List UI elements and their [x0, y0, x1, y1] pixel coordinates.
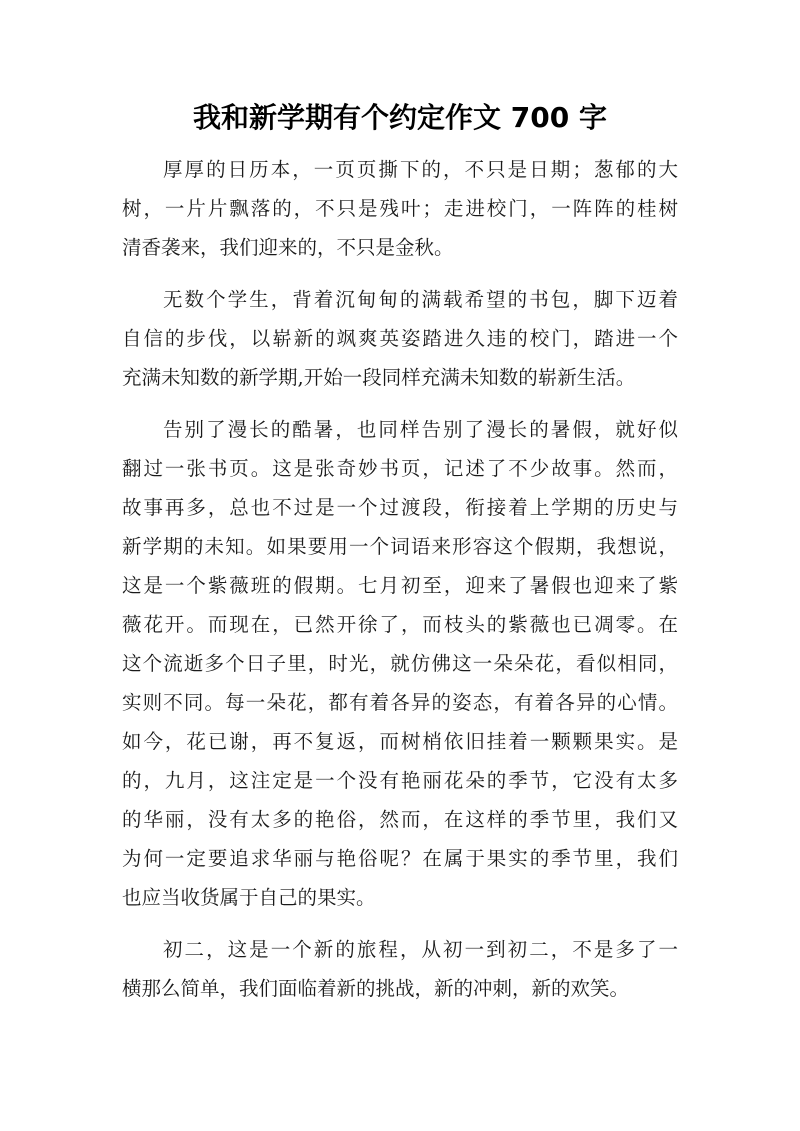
text-line: 新学期的未知。如果要用一个词语来形容这个假期，我想说， [122, 535, 678, 558]
text-line: 故事再多，总也不过是一个过渡段，衔接着上学期的历史与 [122, 496, 678, 519]
text-line: 厚厚的日历本，一页页撕下的，不只是日期；葱郁的大 [163, 158, 678, 181]
paragraph [122, 930, 678, 1008]
text-line: 充满未知数的新学期,开始一段同样充满未知数的崭新生活。 [122, 366, 636, 389]
paragraph [122, 410, 678, 917]
text-line: 初二，这是一个新的旅程，从初一到初二，不是多了一 [163, 938, 678, 961]
text-line: 这个流逝多个日子里，时光，就仿佛这一朵朵花，看似相同， [122, 652, 678, 675]
text-line: 的华丽，没有太多的艳俗，然而，在这样的季节里，我们又 [122, 808, 678, 831]
document-body [122, 150, 678, 1021]
paragraph [122, 280, 678, 397]
text-line: 实则不同。每一朵花，都有着各异的姿态，有着各异的心情。 [122, 691, 678, 714]
text-line: 自信的步伐，以崭新的飒爽英姿踏进久违的校门，踏进一个 [122, 327, 678, 350]
document-title: 我和新学期有个约定作文 700 字 [193, 101, 607, 134]
text-line: 清香袭来，我们迎来的，不只是金秋。 [122, 236, 454, 259]
text-line: 薇花开。而现在，已然开徐了，而枝头的紫薇也已凋零。在 [122, 613, 678, 636]
text-line: 树，一片片飘落的，不只是残叶；走进校门，一阵阵的桂树 [122, 197, 678, 220]
paragraph [122, 150, 678, 267]
text-line: 告别了漫长的酷暑，也同样告别了漫长的暑假，就好似 [163, 418, 678, 441]
text-line: 这是一个紫薇班的假期。七月初至，迎来了暑假也迎来了紫 [122, 574, 678, 597]
text-line: 为何一定要追求华丽与艳俗呢？在属于果实的季节里，我们 [122, 847, 678, 870]
text-line: 无数个学生，背着沉甸甸的满载希望的书包，脚下迈着 [163, 288, 678, 311]
text-line: 如今，花已谢，再不复返，而树梢依旧挂着一颗颗果实。是 [122, 730, 678, 753]
text-line: 翻过一张书页。这是张奇妙书页，记述了不少故事。然而， [122, 457, 678, 480]
text-line: 的，九月，这注定是一个没有艳丽花朵的季节，它没有太多 [122, 769, 678, 792]
text-line: 横那么简单，我们面临着新的挑战，新的冲刺，新的欢笑。 [122, 977, 630, 1000]
text-line: 也应当收货属于自己的果实。 [122, 886, 376, 909]
